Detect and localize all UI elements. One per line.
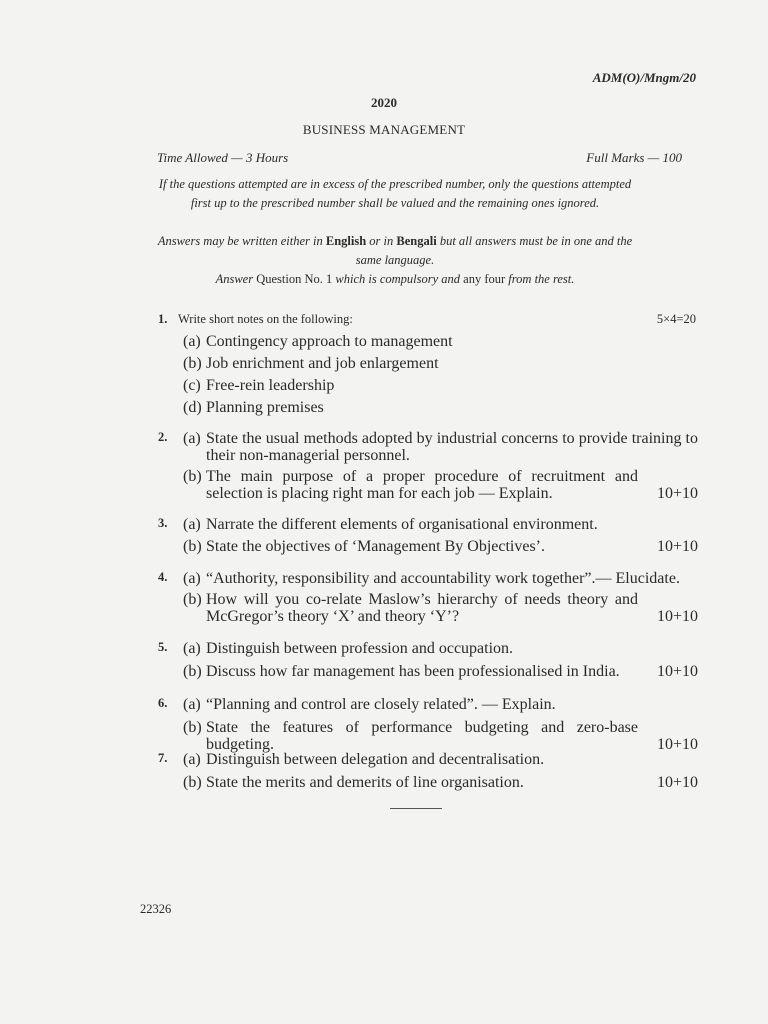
question-3a: [183, 516, 698, 533]
part-label: (a): [183, 430, 201, 447]
instruction-text: from the rest.: [505, 272, 575, 286]
question-number: 2.: [158, 430, 168, 444]
part-text: Planning premises: [206, 399, 324, 416]
part-text: Job enrichment and job enlargement: [206, 355, 439, 372]
language-bengali: Bengali: [396, 234, 437, 248]
part-label: (a): [183, 751, 201, 768]
part-label: (d): [183, 399, 202, 416]
part-text: Discuss how far management has been professionalised in India.: [206, 663, 620, 680]
part-text: The main purpose of a proper procedure of recruitment and selection is placing right man for each job — Explain.: [206, 468, 638, 502]
question-2a: [183, 430, 698, 464]
question-number: 3.: [158, 516, 168, 530]
part-label: (b): [183, 468, 202, 485]
question-number: 5.: [158, 640, 168, 654]
instruction-text: Answers may be written either in: [157, 234, 326, 248]
question-marks: 10+10: [656, 736, 698, 753]
question-marks: 10+10: [656, 663, 698, 680]
question-text: Write short notes on the following:: [178, 312, 353, 326]
question-5a: [183, 640, 698, 657]
instruction-language: [150, 232, 640, 270]
part-label: (a): [183, 516, 201, 533]
part-label: (a): [183, 640, 201, 657]
part-text: “Authority, responsibility and accountability work together”.— Elucidate.: [206, 570, 680, 587]
question-marks: 10+10: [656, 485, 698, 502]
part-text: State the features of performance budgeting and zero-base budgeting.: [206, 719, 638, 753]
question-number: 1.: [158, 312, 168, 326]
instruction-text: which is compulsory and: [332, 272, 464, 286]
question-number: 7.: [158, 751, 168, 765]
part-label: (a): [183, 696, 201, 713]
language-english: English: [325, 234, 367, 248]
question-4b: [183, 591, 698, 625]
question-5b: [183, 663, 698, 680]
instruction-compulsory: [150, 270, 640, 289]
part-label: (c): [183, 377, 201, 394]
time-allowed: Time Allowed — 3 Hours: [157, 150, 289, 165]
question-4a: [183, 570, 698, 587]
part-text: State the usual methods adopted by industrial concerns to provide training to their non-managerial personnel.: [206, 430, 698, 464]
question-marks: 10+10: [656, 774, 698, 791]
question-1d: [183, 399, 698, 416]
instruction-text: Answer: [215, 272, 257, 286]
instruction-text: Question No. 1: [256, 272, 333, 286]
part-text: State the merits and demerits of line organisation.: [206, 774, 524, 791]
instruction-excess: If the questions attempted are in excess of the prescribed number, only the questions attempted first up to the prescribed number shall be valued and the remaining ones ignored.: [158, 177, 632, 210]
part-label: (b): [183, 719, 202, 736]
part-label: (b): [183, 355, 202, 372]
part-text: How will you co-relate Maslow’s hierarchy of needs theory and McGregor’s theory ‘X’ and theory ‘Y’?: [206, 591, 638, 625]
part-text: Contingency approach to management: [206, 333, 453, 350]
instruction-text: any four: [463, 272, 506, 286]
part-text: Distinguish between delegation and decentralisation.: [206, 751, 545, 768]
question-1c: [183, 377, 698, 394]
instruction-text: or in: [366, 234, 397, 248]
question-7b: [183, 774, 698, 791]
question-1a: [183, 333, 698, 350]
part-label: (b): [183, 538, 202, 555]
question-1b: [183, 355, 698, 372]
instruction-text: but all answers must be in one and the same language.: [355, 234, 633, 267]
part-text: Free-rein leadership: [206, 377, 335, 394]
part-label: (b): [183, 774, 202, 791]
part-text: Distinguish between profession and occupation.: [206, 640, 514, 657]
question-marks: 5×4=20: [656, 312, 696, 326]
question-marks: 10+10: [656, 538, 698, 555]
question-7a: [183, 751, 698, 768]
part-label: (b): [183, 591, 202, 608]
subject-title: BUSINESS MANAGEMENT: [302, 122, 466, 137]
part-label: (b): [183, 663, 202, 680]
question-number: 4.: [158, 570, 168, 584]
part-label: (a): [183, 333, 201, 350]
end-rule: [390, 808, 442, 809]
question-2b: [183, 468, 698, 502]
part-label: (a): [183, 570, 201, 587]
question-3b: [183, 538, 698, 555]
question-6b: [183, 719, 698, 753]
question-number: 6.: [158, 696, 168, 710]
paper-code: ADM(O)/Mngm/20: [592, 70, 696, 85]
part-text: State the objectives of ‘Management By Objectives’.: [206, 538, 546, 555]
part-text: “Planning and control are closely related”. — Explain.: [206, 696, 556, 713]
question-6a: [183, 696, 698, 713]
part-text: Narrate the different elements of organisational environment.: [206, 516, 598, 533]
full-marks: Full Marks — 100: [586, 150, 682, 165]
question-marks: 10+10: [656, 608, 698, 625]
page-code: 22326: [140, 902, 172, 916]
exam-year: 2020: [371, 95, 397, 110]
